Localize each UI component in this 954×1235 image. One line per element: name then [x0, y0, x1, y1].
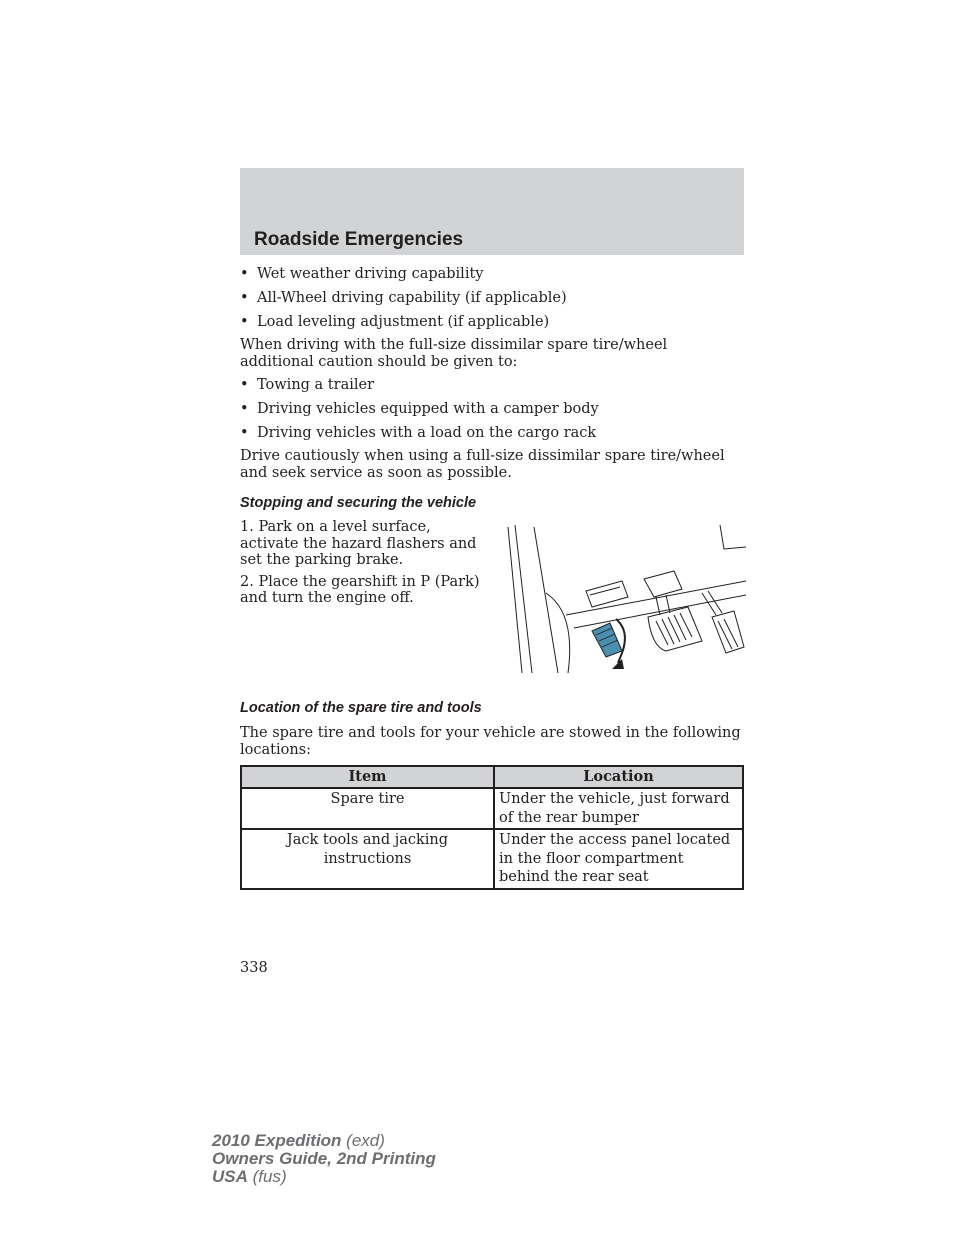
- column-header-item: Item: [241, 766, 494, 788]
- footer-model-code: (exd): [346, 1131, 385, 1150]
- location-heading: Location of the spare tire and tools: [240, 700, 482, 716]
- column-header-location: Location: [494, 766, 743, 788]
- table-cell-location: Under the vehicle, just forward of the rear bumper: [494, 788, 743, 829]
- table-row: [241, 829, 743, 889]
- drive-paragraph: Drive cautiously when using a full-size dissimilar spare tire/wheel and seek service as soon as possible.: [240, 448, 725, 481]
- table-cell-item: Jack tools and jacking instructions: [241, 829, 494, 889]
- page-number: 338: [240, 960, 268, 976]
- footer-market: USA: [212, 1167, 248, 1186]
- caution-paragraph: When driving with the full-size dissimilar spare tire/wheel additional caution should be given to:: [240, 337, 668, 370]
- section-title: Roadside Emergencies: [254, 229, 464, 250]
- table-header-row: [241, 766, 743, 788]
- list-item: • Towing a trailer: [240, 377, 744, 394]
- spare-tire-tools-table: [240, 765, 744, 890]
- page-content: [240, 266, 744, 481]
- list-item: • Load leveling adjustment (if applicable): [240, 314, 744, 331]
- stopping-steps: [240, 519, 485, 612]
- location-intro: The spare tire and tools for your vehicle are stowed in the following locations:: [240, 725, 741, 758]
- step-1: 1. Park on a level surface, activate the hazard flashers and set the parking brake.: [240, 519, 477, 568]
- list-item: • Wet weather driving capability: [240, 266, 744, 283]
- step-2: 2. Place the gearshift in P (Park) and turn the engine off.: [240, 573, 480, 606]
- table-cell-location: Under the access panel located in the floor compartment behind the rear seat: [494, 829, 743, 889]
- section-header: [240, 168, 744, 255]
- bullet-list-capabilities: [240, 266, 744, 331]
- stopping-heading: Stopping and securing the vehicle: [240, 495, 477, 511]
- parking-brake-illustration: [506, 523, 746, 675]
- footer-market-code: (fus): [252, 1167, 287, 1186]
- list-item: • All-Wheel driving capability (if applicable): [240, 290, 744, 307]
- list-item: • Driving vehicles equipped with a camper body: [240, 401, 744, 418]
- list-item: • Driving vehicles with a load on the cargo rack: [240, 425, 744, 442]
- document-footer: [212, 1132, 436, 1186]
- table-cell-item: Spare tire: [241, 788, 494, 829]
- footer-printing: Owners Guide, 2nd Printing: [212, 1149, 436, 1168]
- table-row: [241, 788, 743, 829]
- parking-brake-pedal-icon: [506, 523, 746, 675]
- bullet-list-caution: [240, 377, 744, 442]
- footer-model: 2010 Expedition: [212, 1131, 342, 1150]
